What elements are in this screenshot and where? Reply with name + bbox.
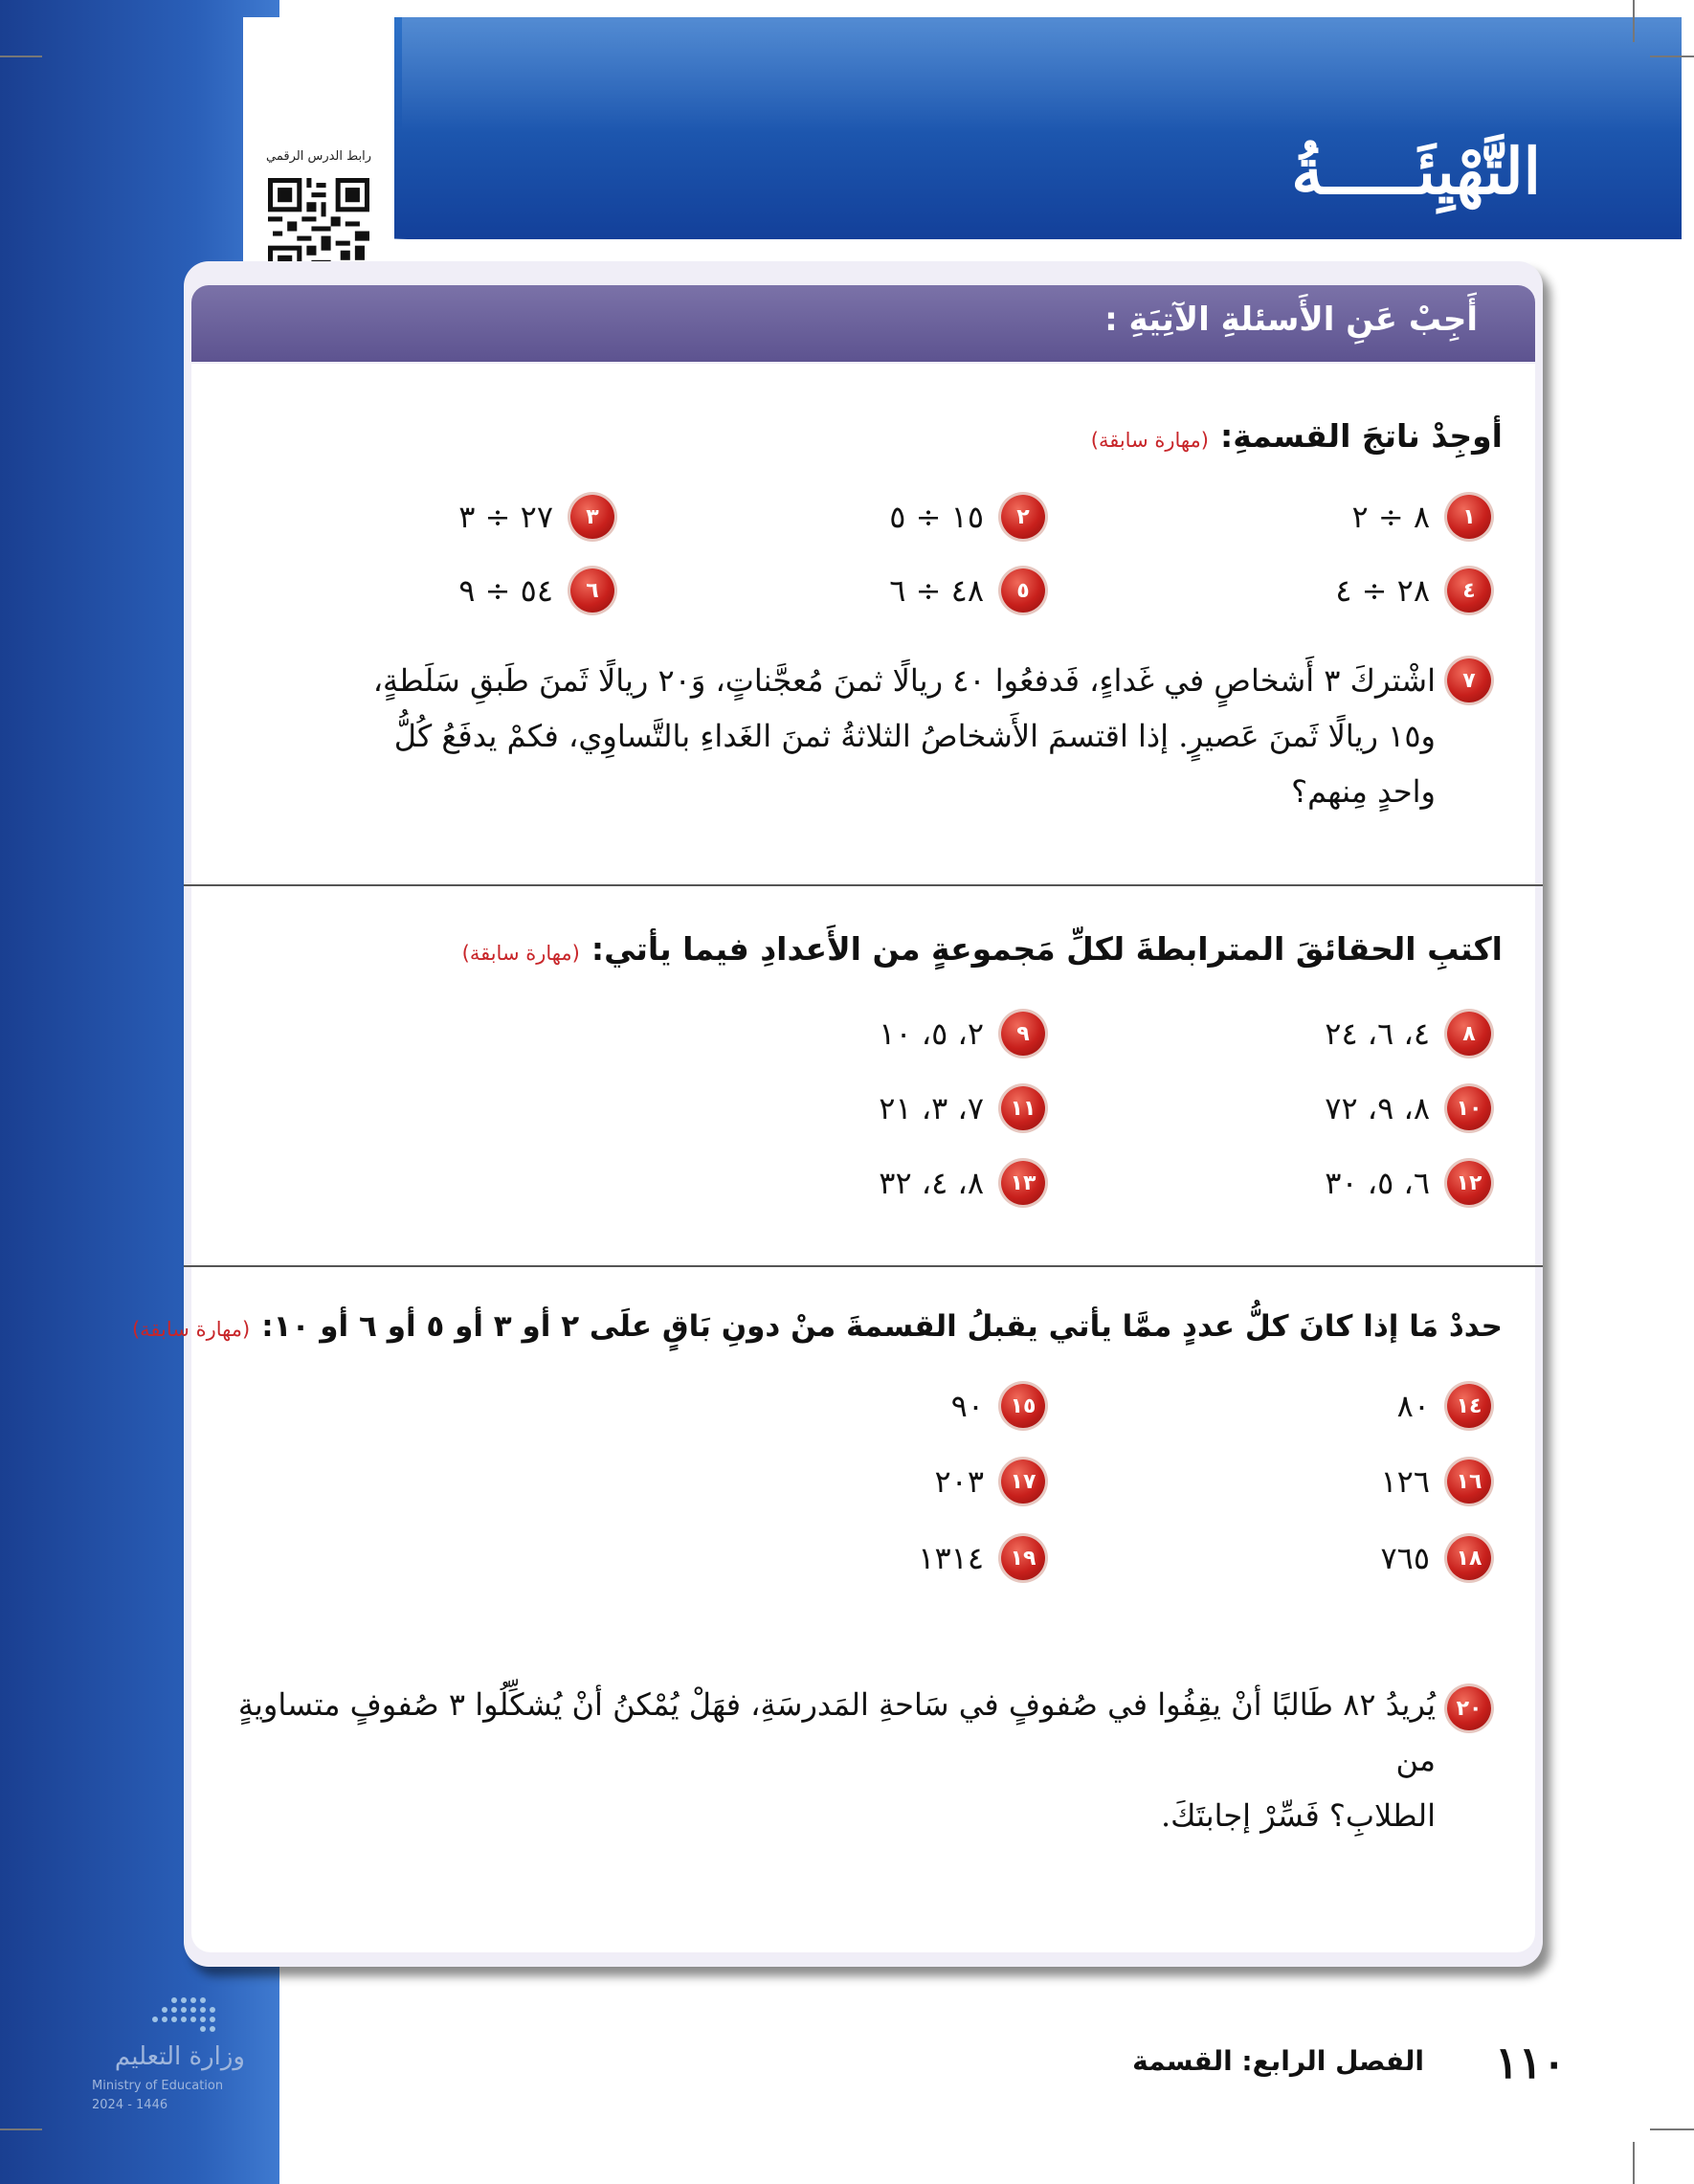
header-shine <box>402 17 1682 132</box>
item-expression: ٢، ٥، ١٠ <box>879 1015 984 1052</box>
exercise-item-19 <box>918 1534 1045 1582</box>
exercise-item-3 <box>458 493 614 541</box>
exercise-item-1 <box>1351 493 1491 541</box>
section3-heading <box>132 1309 1503 1344</box>
item-expression: ٨، ٩، ٧٢ <box>1325 1090 1430 1126</box>
item-expression: ٢٠٣ <box>934 1463 984 1500</box>
item-expression: ٤، ٦، ٢٤ <box>1325 1015 1430 1052</box>
item-number-badge: ٦ <box>570 568 614 613</box>
item-number-badge: ٢ <box>1001 495 1045 539</box>
exercise-item-16 <box>1380 1458 1491 1505</box>
item-expression: ٥٤ ÷ ٩ <box>458 572 553 609</box>
ministry-year: 2024 - 1446 <box>92 2098 168 2112</box>
item-expression: ١٢٦ <box>1380 1463 1430 1500</box>
ministry-name-ar: وزارة التعليم <box>114 2042 245 2071</box>
page-number: ١١٠ <box>1495 2037 1567 2088</box>
problem-number-badge: ٧ <box>1447 658 1491 702</box>
section1-heading <box>1091 417 1503 455</box>
item-number-badge: ١٤ <box>1447 1384 1491 1428</box>
item-number-badge: ١٢ <box>1447 1161 1491 1205</box>
item-expression: ٢٨ ÷ ٤ <box>1335 572 1430 609</box>
word-problem-20 <box>191 1677 1436 1843</box>
exercise-item-12 <box>1325 1159 1491 1207</box>
item-expression: ٨، ٤، ٣٢ <box>879 1165 984 1201</box>
crop-mark <box>0 2128 42 2130</box>
problem-line: واحدٍ مِنهم؟ <box>1291 773 1436 810</box>
section2-heading <box>462 930 1503 968</box>
item-number-badge: ١٩ <box>1001 1536 1045 1580</box>
exercise-item-18 <box>1380 1534 1491 1582</box>
item-number-badge: ١٠ <box>1447 1086 1491 1130</box>
section2-heading-text: اكتبِ الحقائقَ المترابطةَ لكلِّ مَجموعةٍ من الأَعدادِ فيما يأتي: <box>591 930 1503 968</box>
crop-mark <box>1650 56 1694 57</box>
item-expression: ٦، ٥، ٣٠ <box>1325 1165 1430 1201</box>
qr-caption: رابط الدرس الرقمي <box>266 149 371 164</box>
exercise-item-6 <box>458 567 614 614</box>
item-expression: ٢٧ ÷ ٣ <box>458 499 553 535</box>
exercise-item-2 <box>889 493 1045 541</box>
exercise-item-15 <box>951 1382 1045 1430</box>
chapter-title: الفصل الرابع: القسمة <box>1132 2045 1424 2077</box>
item-expression: ٩٠ <box>950 1388 984 1424</box>
item-expression: ٨٠ <box>1396 1388 1430 1424</box>
problem-line: يُريدُ ٨٢ طَالبًا أنْ يقِفُوا في صُفوفٍ في سَاحةِ المَدرسَةِ، فهَلْ يُمْكنُ أنْ يُشكِّلُوا ٣ صُفوفٍ متساويةٍ من <box>237 1686 1436 1778</box>
section-divider <box>184 1265 1543 1267</box>
section3-skill-tag: (مهارة سابقة) <box>131 1318 251 1341</box>
item-expression: ٧، ٣، ٢١ <box>879 1090 984 1126</box>
crop-mark <box>1633 2142 1635 2184</box>
exercise-item-9 <box>879 1010 1045 1058</box>
item-expression: ١٣١٤ <box>918 1540 984 1576</box>
item-number-badge: ١٧ <box>1001 1460 1045 1504</box>
exercise-item-10 <box>1325 1084 1491 1132</box>
item-number-badge: ٥ <box>1001 568 1045 613</box>
item-number-badge: ١٥ <box>1001 1384 1045 1428</box>
item-number-badge: ٨ <box>1447 1012 1491 1056</box>
ministry-name-en: Ministry of Education <box>92 2079 224 2093</box>
problem-line: الطلابِ؟ فَسِّرْ إجابتَكَ. <box>1160 1797 1436 1834</box>
item-number-badge: ١٣ <box>1001 1161 1045 1205</box>
ministry-logo <box>92 1991 274 2125</box>
item-number-badge: ١ <box>1447 495 1491 539</box>
crop-mark <box>1650 2128 1694 2130</box>
crop-mark <box>1633 0 1635 42</box>
exercise-item-11 <box>879 1084 1045 1132</box>
problem-line: و١٥ ريالًا ثَمنَ عَصيرٍ. إذا اقتسمَ الأَشخاصُ الثلاثةُ ثمنَ الغَداءِ بالتَّساوِي، فكمْ يدفَعُ كُلُّ <box>393 718 1436 754</box>
item-number-badge: ٣ <box>570 495 614 539</box>
item-expression: ١٥ ÷ ٥ <box>889 499 984 535</box>
item-expression: ٧٦٥ <box>1380 1540 1430 1576</box>
exercise-item-4 <box>1335 567 1491 614</box>
word-problem-7 <box>239 653 1436 819</box>
section2-skill-tag: (مهارة سابقة) <box>461 942 580 965</box>
ministry-dots-icon <box>92 1991 274 2039</box>
problem-number-badge: ٢٠ <box>1447 1686 1491 1730</box>
section1-heading-text: أوجِدْ ناتجَ القسمةِ: <box>1220 417 1503 455</box>
instruction-bar <box>191 285 1535 362</box>
item-number-badge: ١١ <box>1001 1086 1045 1130</box>
item-number-badge: ١٨ <box>1447 1536 1491 1580</box>
section-divider <box>184 884 1543 886</box>
item-number-badge: ٩ <box>1001 1012 1045 1056</box>
problem-line: اشْتركَ ٣ أَشخاصٍ في غَداءٍ، فَدفعُوا ٤٠ ريالًا ثمنَ مُعجَّناتٍ، وَ٢٠ ريالًا ثَمنَ طَبقِ سَلَطةٍ، <box>372 662 1436 699</box>
item-expression: ٨ ÷ ٢ <box>1351 499 1430 535</box>
exercise-item-8 <box>1325 1010 1491 1058</box>
item-number-badge: ٤ <box>1447 568 1491 613</box>
exercise-item-5 <box>889 567 1045 614</box>
section3-heading-text: حددْ مَا إذا كانَ كلُّ عددٍ ممَّا يأتي يقبلُ القسمةَ منْ دونِ بَاقٍ علَى ٢ أو ٣ أو ٥ أو ٦ أو ١٠: <box>261 1309 1503 1344</box>
lesson-title: التَّهْيِئَـــــةُ <box>1291 134 1541 209</box>
exercise-item-17 <box>934 1458 1045 1505</box>
exercise-item-14 <box>1397 1382 1491 1430</box>
item-number-badge: ١٦ <box>1447 1460 1491 1504</box>
exercise-item-13 <box>879 1159 1045 1207</box>
qr-card[interactable] <box>243 17 394 301</box>
item-expression: ٤٨ ÷ ٦ <box>889 572 984 609</box>
crop-mark <box>0 56 42 57</box>
section1-skill-tag: (مهارة سابقة) <box>1090 429 1210 452</box>
instruction-text: أَجِبْ عَنِ الأَسئلةِ الآتِيَةِ : <box>1104 301 1478 339</box>
